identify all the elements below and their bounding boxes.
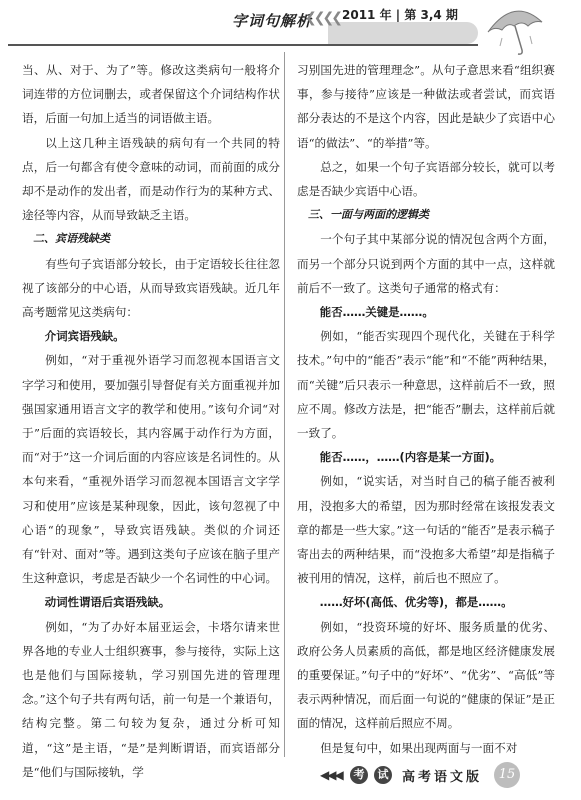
chevrons-icon: ❮❮❮❮	[305, 10, 340, 26]
subheading: 能否……关键是……。	[319, 305, 434, 320]
page-header	[0, 0, 581, 52]
subheading: 动词性谓语后宾语残缺。	[44, 595, 171, 610]
footer-title: 高考语文版	[402, 770, 483, 785]
column-divider	[284, 52, 285, 757]
issue-label: 2011 年 | 第 3,4 期	[342, 8, 458, 22]
paragraph: 习别国先进的管理理念”。从句子意思来看“组织赛事，参与接待”应该是一种做法或者尝试，而宾语部分表达的不是这个内容，因此是缺少了宾语中心语“的做法”、“的举措”等。	[297, 63, 555, 150]
subheading: 能否……，……(内容是某一方面)。	[319, 450, 502, 465]
left-column	[22, 58, 280, 784]
section-heading: 二、宾语残缺类	[33, 232, 110, 246]
paragraph: 例如，“对于重视外语学习而忽视本国语言文字学习和使用，要加强引导督促有关方面重视并加强国家通用语言文字的教学和使用。”该句介词“对于”后面的宾语较长，其内容属于动作行为方面，而“对于”这一介词后面的内容应该是名词性的。从本句来看，“重视外语学习而忽视本国语言文字学习和使用”应该是某种现象，因此，该句忽视了中心语“的现象”，导致宾语残缺。类似的介词还有“针对、面对”等。遇到这类句子应该在脑子里产生这种意识，考虑是否缺少一个名词性的中心词。	[22, 353, 280, 586]
section-title: 字词句解析	[232, 12, 313, 30]
paragraph: 例如，“说实话，对当时自己的稿子能否被利用，没抱多大的希望，因为那时经常在该报发表文章的都是一些大家。”这一句话的“能否”是表示稿子寄出去的两种结果，而“没抱多大希望”却是指稿子被刊用的情况，这样，前后也不照应了。	[297, 474, 555, 586]
footer-chip-2: 试	[374, 766, 392, 784]
subheading: ……好坏(高低、优劣等)，都是……。	[319, 595, 513, 610]
section-heading: 三、一面与两面的逻辑类	[308, 208, 429, 222]
paragraph: 一个句子其中某部分说的情况包含两个方面，而另一个部分只说到两个方面的其中一点，这样就前后不一致了。这类句子通常的格式有：	[297, 232, 555, 295]
paragraph: 以上这几种主语残缺的病句有一个共同的特点，后一句都含有使令意味的动词，而前面的成分却不是动作的发出者，而是动作行为的某种方式、途径等内容，从而导致缺乏主语。	[22, 135, 280, 223]
paragraph: 但是复句中，如果出现两面与一面不对	[320, 740, 518, 755]
header-band	[328, 22, 478, 44]
paragraph: 例如，“为了办好本届亚运会，卡塔尔请来世界各地的专业人士组织赛事，参与接待，实际上这也是他们与国际接轨，学习别国先进的管理理念。”这个句子共有两句话，前一句是一个兼语句，结构完整。第二句较为复杂，通过分析可知道，“这”是主语，“是”是判断谓语，而宾语部分是“他们与国际接轨，学	[22, 619, 280, 779]
paragraph: 当、从、对于、为了”等。修改这类病句一般将介词连带的方位词删去，或者保留这个介词结构作状语，后面一句加上适当的词语做主语。	[22, 63, 280, 126]
paragraph: 有些句子宾语部分较长，由于定语较长往往忽视了该部分的中心语，从而导致宾语残缺。近几年高考题常见这类病句：	[22, 256, 280, 320]
paragraph: 总之，如果一个句子宾语部分较长，就可以考虑是否缺少宾语中心语。	[297, 159, 555, 199]
page-footer	[320, 766, 570, 790]
footer-chip-1: 考	[350, 766, 368, 784]
paragraph: 例如，“能否实现四个现代化，关键在于科学技术。”句中的“能否”表示“能”和“不能”两种结果，而“关键”后只表示一种意思，这样前后不一致，照应不周。修改方法是，把“能否”删去，这样前后就一致了。	[297, 329, 555, 441]
right-column	[297, 58, 555, 760]
subheading: 介词宾语残缺。	[44, 329, 125, 344]
header-rule	[8, 44, 478, 46]
paragraph: 例如，“投资环境的好坏、服务质量的优劣、政府公务人员素质的高低，都是地区经济健康发展的重要保证。”句子中的“好坏”、“优劣”、“高低”等表示两种情况，而后面一句说的“健康的保证”是正面的情况，这样前后照应不周。	[297, 619, 555, 731]
umbrella-icon	[482, 2, 546, 58]
arrows-icon: ◀◀◀	[320, 768, 342, 782]
page-number: 15	[494, 762, 520, 788]
